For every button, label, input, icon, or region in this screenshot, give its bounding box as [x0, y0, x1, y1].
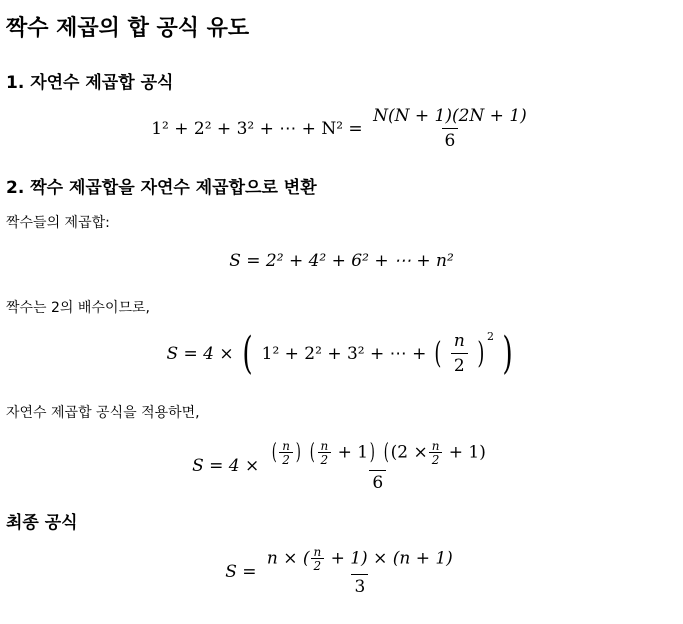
- fraction-numerator: ( $\frac{n}{2}$ ) ( $\frac{n}{2}$ + 1) ( (2 × $\frac{n}{2}$ + 1): [271, 439, 486, 467]
- formula-factor-four: [0, 327, 683, 379]
- n-over-two-fraction: [451, 331, 468, 376]
- formula-even-square-sum: [0, 250, 683, 271]
- paragraph-even-square-sum: 짝수들의 제곱합:: [6, 215, 110, 231]
- section-heading-natural-sum: 1. 자연수 제곱합 공식: [6, 73, 174, 93]
- section-heading-final: 최종 공식: [6, 513, 78, 533]
- formula-final: [0, 546, 683, 597]
- left-paren: (: [242, 327, 253, 379]
- paragraph-multiple-of-two: 짝수는 2의 배수이므로,: [6, 300, 150, 316]
- left-paren-small: (: [434, 335, 442, 371]
- formula-lhs: 1² + 2² + 3² + ⋯ + N² =: [151, 118, 363, 139]
- fraction-numerator: n: [453, 331, 465, 351]
- section-heading-conversion: 2. 짝수 제곱합을 자연수 제곱합으로 변환: [6, 178, 317, 198]
- fraction-numerator: n × ( $\frac{n}{2}$ + 1) × (n + 1): [266, 545, 453, 573]
- formula-fraction: [370, 106, 530, 151]
- formula-fraction: [267, 438, 489, 493]
- formula-fraction: [264, 546, 456, 597]
- formula-inner-sum: 1² + 2² + 3² + ⋯ +: [261, 343, 427, 364]
- paragraph-apply-formula: 자연수 제곱합 공식을 적용하면,: [6, 405, 200, 421]
- right-paren: ): [502, 327, 514, 379]
- page-title: 짝수 제곱의 합 공식 유도: [6, 16, 250, 41]
- fraction-numerator: N(N + 1)(2N + 1): [373, 106, 527, 126]
- exponent: 2: [486, 330, 494, 343]
- formula-text: S = 2² + 4² + 6² + ⋯ + n²: [229, 250, 454, 271]
- formula-substituted: [0, 438, 683, 493]
- right-paren-small: ): [477, 335, 485, 371]
- formula-lhs: S =: [225, 561, 257, 582]
- fraction-denominator: 2: [451, 353, 468, 376]
- formula-natural-square-sum: [0, 106, 683, 151]
- fraction-denominator: 3: [351, 574, 368, 597]
- formula-lhs: S = 4 ×: [166, 343, 234, 364]
- fraction-denominator: 6: [442, 128, 459, 151]
- formula-lhs: S = 4 ×: [192, 455, 260, 476]
- fraction-denominator: 6: [369, 470, 386, 493]
